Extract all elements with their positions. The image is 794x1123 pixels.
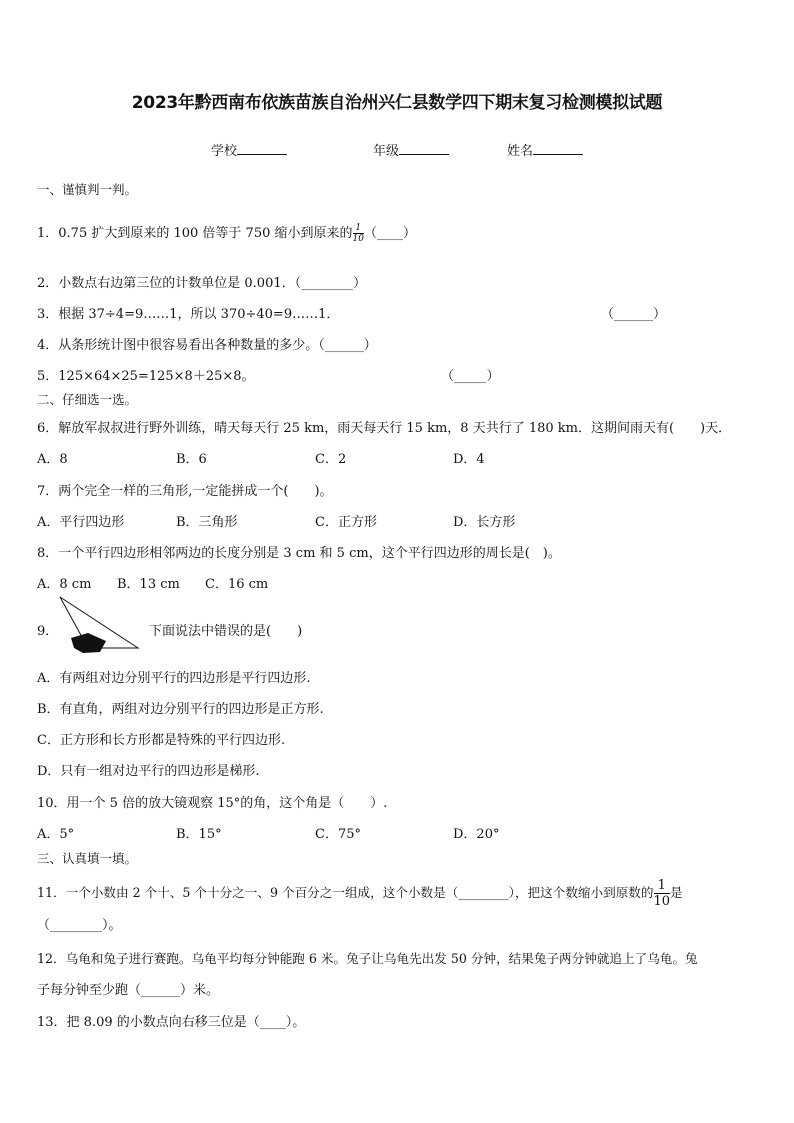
school-blank[interactable]: [237, 142, 287, 155]
question-5: 5．125×64×25=125×8＋25×8。: [37, 369, 255, 384]
fraction-numerator: 1: [355, 223, 362, 233]
q11-text: 11．一个小数由 2 个十、5 个十分之一、9 个百分之一组成，这个小数是（________），把这个数缩小到原数的: [37, 885, 654, 900]
q9-number: 9．: [37, 624, 59, 639]
q9-option-b: B．有直角，两组对边分别平行的四边形是正方形.: [37, 702, 324, 717]
question-8: 8．一个平行四边形相邻两边的长度分别是 3 cm 和 5 cm，这个平行四边形的周长是( )。: [37, 546, 561, 561]
q10-option-b: B．15°: [176, 827, 222, 842]
page-title: 2023年黔西南布依族苗族自治州兴仁县数学四下期末复习检测模拟试题: [131, 93, 663, 113]
question-1: [37, 222, 416, 244]
q3-answer-paren: （______）: [601, 307, 667, 322]
q7-option-a: A．平行四边形: [37, 515, 125, 530]
q11-suffix: 是: [670, 885, 683, 900]
q7-option-d: D．长方形: [453, 515, 516, 530]
q10-option-d: D．20°: [453, 827, 500, 842]
question-13: 13．把 8.09 的小数点向右移三位是（____）。: [37, 1015, 306, 1030]
q5-answer-paren: （_____）: [441, 369, 500, 384]
section-heading-2: 二、仔细选一选。: [37, 392, 138, 407]
name-field: [507, 140, 583, 159]
question-6: 6．解放军叔叔进行野外训练，晴天每天行 25 km，雨天每天行 15 km，8 天共行了 180 km．这期间雨天有( )天．: [37, 421, 732, 436]
question-10: 10．用一个 5 倍的放大镜观察 15°的角，这个角是（ ）.: [37, 796, 388, 811]
q1-fraction: [353, 223, 364, 244]
q6-option-b: B．6: [176, 452, 207, 467]
grade-label: 年级: [373, 144, 400, 159]
fraction-denominator: 10: [653, 894, 671, 909]
question-12: 12．乌龟和兔子进行赛跑。乌龟平均每分钟能跑 6 米。兔子让乌龟先出发 50 分钟，结果兔子两分钟就追上了乌龟。兔: [37, 951, 698, 966]
q6-option-a: A．8: [37, 452, 68, 467]
triangle-figure: [58, 596, 148, 654]
q8-option-b: B．13 cm: [117, 577, 180, 592]
question-9: 下面说法中错误的是( ): [149, 624, 303, 639]
question-2: 2．小数点右边第三位的计数单位是 0.001．（________）: [37, 276, 367, 291]
q10-option-c: C．75°: [315, 827, 361, 842]
q8-option-c: C．16 cm: [205, 577, 269, 592]
grade-blank[interactable]: [399, 142, 449, 155]
name-blank[interactable]: [533, 142, 583, 155]
shaded-quadrilateral: [71, 633, 106, 653]
name-label: 姓名: [507, 144, 534, 159]
q7-option-c: C．正方形: [315, 515, 377, 530]
q9-option-a: A．有两组对边分别平行的四边形是平行四边形.: [37, 671, 311, 686]
fraction-numerator: 1: [657, 878, 666, 893]
question-11-line-2: （________）。: [37, 918, 122, 933]
q9-option-d: D．只有一组对边平行的四边形是梯形.: [37, 764, 260, 779]
q11-fraction: [654, 878, 671, 909]
fraction-denominator: 10: [352, 234, 364, 244]
q10-option-a: A．5°: [37, 827, 75, 842]
q1-paren: （____）: [363, 226, 416, 241]
question-7: 7．两个完全一样的三角形,一定能拼成一个( )。: [37, 484, 333, 499]
q8-option-a: A．8 cm: [37, 577, 92, 592]
section-heading-3: 三、认真填一填。: [37, 851, 138, 866]
section-heading-1: 一、谨慎判一判。: [37, 182, 138, 197]
question-11: [37, 878, 683, 909]
question-3: 3．根据 37÷4=9……1，所以 370÷40=9……1．: [37, 307, 340, 322]
school-field: [211, 140, 287, 159]
q6-option-c: C．2: [315, 452, 347, 467]
grade-field: [373, 140, 449, 159]
question-12-line-2: 子每分钟至少跑（______）米。: [37, 983, 220, 998]
question-4: 4．从条形统计图中很容易看出各种数量的多少。（______）: [37, 338, 377, 353]
q7-option-b: B．三角形: [176, 515, 238, 530]
q6-option-d: D．4: [453, 452, 485, 467]
school-label: 学校: [211, 144, 238, 159]
q9-option-c: C．正方形和长方形都是特殊的平行四边形.: [37, 733, 286, 748]
q1-text: 1．0.75 扩大到原来的 100 倍等于 750 缩小到原来的: [37, 226, 353, 241]
